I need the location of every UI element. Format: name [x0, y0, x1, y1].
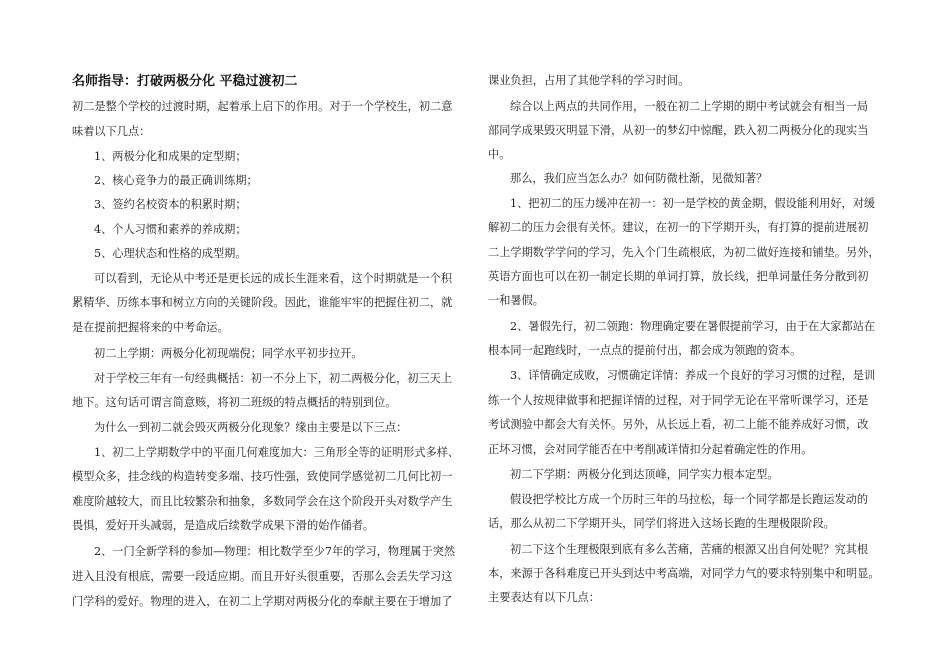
left-line: 为什么一到初二就会毁灭两极分化现象？缘由主要是以下三点：: [94, 421, 408, 434]
left-line: 3、签约名校资本的积累时期；: [94, 198, 247, 211]
page-title: 名师指导：打破两极分化 平稳过渡初二: [72, 74, 298, 89]
right-line: 课业负担，占用了其他学科的学习时间。: [488, 74, 690, 87]
right-line: 部同学成果毁灭明显下滑，从初一的梦幻中惊醒，跌入初二两极分化的现实当: [488, 124, 869, 137]
right-line: 一和暑假。: [488, 294, 544, 307]
right-line: 1、把初二的压力缓冲在初一：初一是学校的黄金期，假设能利用好，对缓: [510, 197, 876, 210]
right-line: 3、详情确定成败，习惯确定详情：养成一个良好的学习习惯的过程，是训: [510, 369, 876, 382]
left-line: 初二上学期：两极分化初现端倪；同学水平初步拉开。: [94, 347, 363, 360]
left-line: 模型众多，挂念线的构造转变多端、技巧性强，致使同学感觉初二几何比初一: [72, 470, 453, 483]
right-line: 中。: [488, 148, 511, 161]
left-line: 味着以下几点：: [72, 125, 151, 138]
left-line: 是在提前把握将来的中考命运。: [72, 321, 229, 334]
right-line: 2、暑假先行，初二领跑：物理确定要在暑假提前学习，由于在大家都站在: [510, 320, 876, 333]
left-line: 可以看到，无论从中考还是更长远的成长生涯来看，这个时期就是一个积: [94, 272, 453, 285]
left-line: 4、个人习惯和素养的养成期；: [94, 223, 247, 236]
left-line: 畏惧，爱好开头减弱，是造成后续数学成果下滑的始作俑者。: [72, 519, 375, 532]
right-line: 英语方面也可以在初一制定长期的单词打算，放长线，把单词量任务分散到初: [488, 270, 869, 283]
left-line: 1、两极分化和成果的定型期；: [94, 150, 247, 163]
right-line: 本，来源于各科难度已开头到达中考高端，对同学力气的要求特别集中和明显。: [488, 567, 880, 580]
right-line: 主要表达有以下几点：: [488, 591, 600, 604]
left-line: 进入且没有根底，需要一段适应期。而且开好头很重要，否那么会丢失学习这: [72, 570, 453, 583]
right-line: 话，那么从初二下学期开头，同学们将进入这场长跑的生理极限阶段。: [488, 517, 835, 530]
right-line: 正坏习惯，会对同学能否在中考削减详情扣分起着确定性的作用。: [488, 443, 813, 456]
right-line: 假设把学校比方成一个历时三年的马拉松，每一个同学都是长跑运发动的: [510, 493, 869, 506]
right-line: 考试测验中都会大有关怀。另外，从长远上看，初二上能不能养成好习惯，改: [488, 418, 869, 431]
left-line: 对于学校三年有一句经典概括：初一不分上下，初二两极分化，初三天上: [94, 372, 453, 385]
right-line: 练一个人按规律做事和把握详情的过程，对于同学无论在平常听课学习，还是: [488, 394, 869, 407]
left-line: 1、初二上学期数学中的平面几何难度加大：三角形全等的证明形式多样、: [94, 446, 460, 459]
right-line: 根本同一起跑线时，一点点的提前付出，都会成为领跑的资本。: [488, 344, 802, 357]
left-line: 5、心理状态和性格的成型期。: [94, 247, 247, 260]
left-line: 初二是整个学校的过渡时期，起着承上启下的作用。对于一个学校生，初二意: [72, 100, 453, 113]
right-line: 二上学期数学学问的学习，先入个门生疏根底，为初二做好连接和铺垫。另外，: [488, 246, 880, 259]
left-line: 累精华、历练本事和树立方向的关键阶段。因此，谁能牢牢的把握住初二，就: [72, 296, 453, 309]
right-line: 综合以上两点的共同作用，一般在初二上学期的期中考试就会有相当一局: [510, 100, 869, 113]
left-line: 难度阶越较大，而且比较繁杂和抽象，多数同学会在这个阶段开头对数学产生: [72, 495, 453, 508]
left-line: 地下。这句话可谓言简意赅，将初二班级的特点概括的特别到位。: [72, 396, 397, 409]
left-line: 2、核心竞争力的最正确训练期；: [94, 174, 258, 187]
left-line: 门学科的爱好。物理的进入，在初二上学期对两极分化的奉献主要在于增加了: [72, 595, 453, 608]
right-line: 解初二的压力会很有关怀。建议，在初一的下学期开头，有打算的提前进展初: [488, 221, 869, 234]
right-line: 那么，我们应当怎么办？如何防微杜渐，见微知著？: [510, 172, 768, 185]
right-line: 初二下这个生理极限到底有多么苦痛，苦痛的根源又出自何处呢？究其根: [510, 543, 869, 556]
left-line: 2、一门全新学科的参加—物理：相比数学至少7年的学习，物理属于突然: [94, 545, 456, 558]
right-line: 初二下学期：两极分化到达顶峰，同学实力根本定型。: [510, 468, 779, 481]
